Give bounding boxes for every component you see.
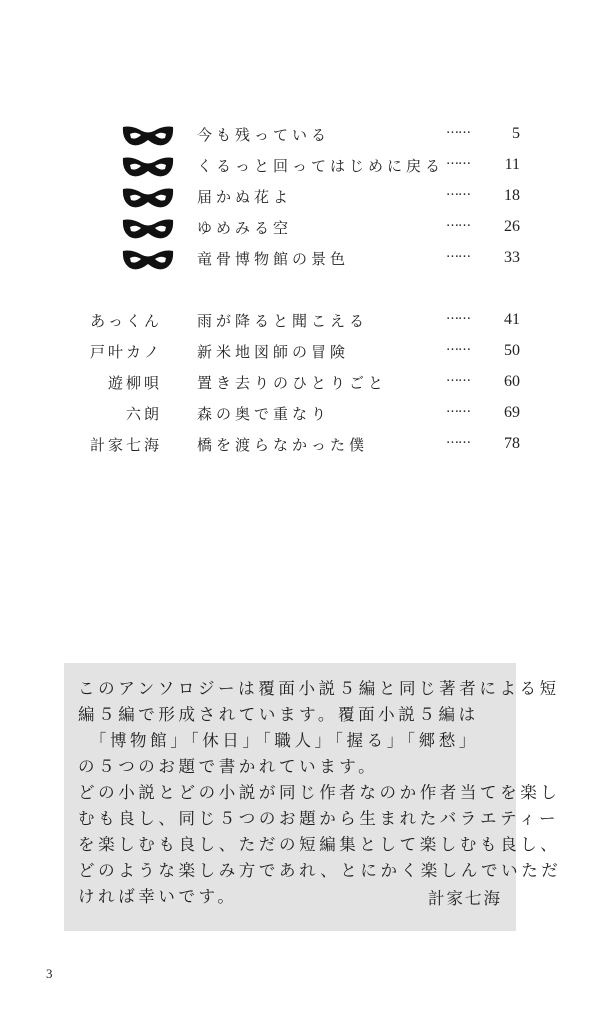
- entry-page: 69: [504, 404, 520, 421]
- toc-entry: [0, 122, 614, 148]
- leader-dots: ……: [446, 153, 470, 168]
- page-number: 3: [46, 966, 53, 981]
- entry-page: 5: [512, 125, 520, 142]
- entry-title: 今も残っている: [197, 126, 331, 144]
- mask-icon: [122, 218, 174, 240]
- mask-icon: [122, 187, 174, 209]
- note-signature: 計家七海: [428, 889, 502, 908]
- note-box: [64, 663, 562, 931]
- note-line: 「博物館」「休日」「職人」「握る」「郷愁」: [78, 731, 479, 750]
- entry-author: 戸叶カノ: [89, 343, 162, 361]
- note-line: を楽しむも良し、ただの短編集として楽しむも良し、: [78, 835, 561, 854]
- entry-title: 新米地図師の冒険: [197, 343, 350, 361]
- toc-entry: [0, 339, 614, 365]
- entry-title: 竜骨博物館の景色: [197, 250, 350, 268]
- mask-icon: [122, 249, 174, 271]
- entry-page: 18: [504, 187, 520, 204]
- leader-dots: ……: [446, 184, 470, 199]
- entry-author: 計家七海: [89, 436, 162, 454]
- note-line: むも良し、同じ５つのお題から生まれたバラエティー: [78, 809, 560, 828]
- toc-entry: [0, 308, 614, 334]
- entry-title: 届かぬ花よ: [197, 188, 293, 206]
- toc-entry: [0, 370, 614, 396]
- entry-page: 11: [504, 156, 520, 173]
- entry-title: 橋を渡らなかった僕: [197, 436, 369, 454]
- note-line: このアンソロジーは覆面小説５編と同じ著者による短: [78, 679, 560, 698]
- leader-dots: ……: [446, 122, 470, 137]
- entry-page: 41: [504, 311, 520, 328]
- entry-title: くるっと回ってはじめに戻る: [197, 157, 445, 175]
- leader-dots: ……: [446, 401, 470, 416]
- entry-page: 26: [504, 218, 520, 235]
- toc-entry: [0, 246, 614, 272]
- entry-title: 置き去りのひとりごと: [197, 374, 388, 392]
- entry-title: 雨が降ると聞こえる: [197, 312, 369, 330]
- toc-entry: [0, 215, 614, 241]
- entry-title: ゆめみる空: [197, 219, 293, 237]
- note-line: 編５編で形成されています。覆面小説５編は: [78, 705, 479, 724]
- entry-page: 33: [504, 249, 520, 266]
- entry-author: 遊柳唄: [107, 374, 162, 392]
- note-line: ければ幸いです。: [78, 887, 238, 906]
- note-line: の５つのお題で書かれています。: [78, 757, 379, 776]
- leader-dots: ……: [446, 339, 470, 354]
- entry-title: 森の奥で重なり: [197, 405, 331, 423]
- leader-dots: ……: [446, 308, 470, 323]
- note-line: どの小説とどの小説が同じ作者なのか作者当てを楽し: [78, 783, 561, 802]
- entry-author: 六朗: [125, 405, 162, 423]
- leader-dots: ……: [446, 370, 470, 385]
- note-line: どのような楽しみ方であれ、とにかく楽しんでいただ: [78, 861, 562, 880]
- entry-page: 50: [504, 342, 520, 359]
- toc-entry: [0, 184, 614, 210]
- entry-author: あっくん: [90, 312, 162, 330]
- mask-icon: [122, 156, 174, 178]
- leader-dots: ……: [446, 246, 470, 261]
- entry-page: 78: [504, 435, 520, 452]
- mask-icon: [122, 125, 174, 147]
- leader-dots: ……: [446, 215, 470, 230]
- leader-dots: ……: [446, 432, 470, 447]
- toc-entry: [0, 432, 614, 458]
- toc-entry: [0, 401, 614, 427]
- entry-page: 60: [504, 373, 520, 390]
- toc-entry: [0, 153, 614, 179]
